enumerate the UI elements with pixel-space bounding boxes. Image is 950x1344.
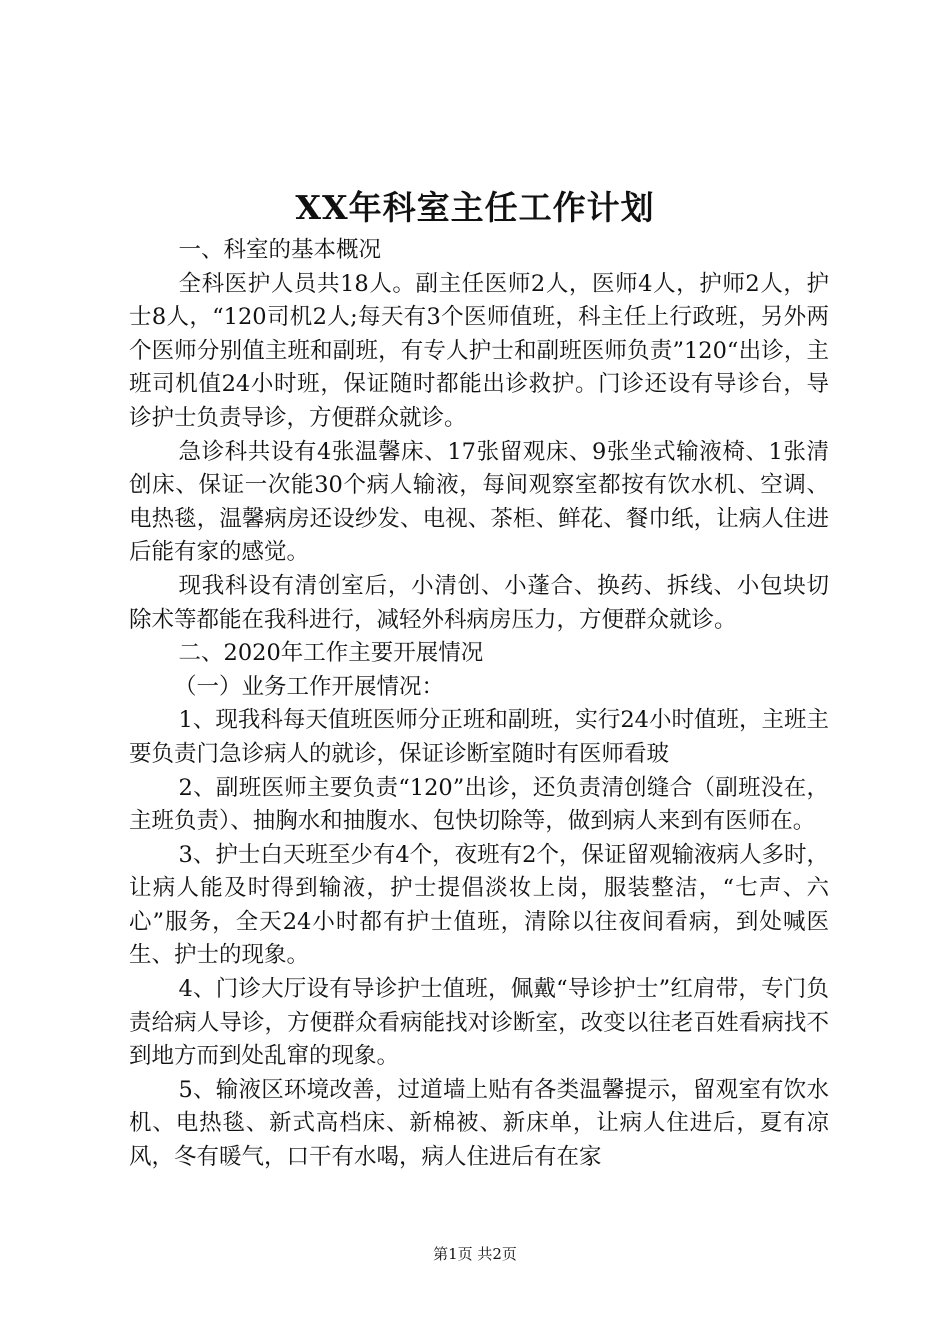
document-body: [129, 234, 829, 1175]
paragraph: 急诊科共设有4张温馨床、17张留观床、9张坐式输液椅、1张清创床、保证一次能30个病人输液，每间观察室都按有饮水机、空调、电热毯，温馨病房还设纱发、电视、茶柜、鲜花、餐巾纸，让病人住进后能有家的感觉。: [129, 438, 829, 566]
section-heading: 二、2020年工作主要开展情况: [178, 640, 484, 667]
document-title: XX年科室主任工作计划: [295, 188, 655, 227]
paragraph: 4、门诊大厅设有导诊护士值班，佩戴“导诊护士”红肩带，专门负责给病人导诊，方便群众看病能找对诊断室，改变以往老百姓看病找不到地方而到处乱窜的现象。: [129, 976, 829, 1070]
page-footer: 第1页 共2页: [433, 1245, 517, 1263]
paragraph: 5、输液区环境改善，过道墙上贴有各类温馨提示，留观室有饮水机、电热毯、新式高档床、新棉被、新床单，让病人住进后，夏有凉风，冬有暖气，口干有水喝，病人住进后有在家: [129, 1076, 829, 1171]
paragraph: 现我科设有清创室后，小清创、小蓬合、换药、拆线、小包块切除术等都能在我科进行，减轻外科病房压力，方便群众就诊。: [129, 572, 829, 633]
subsection-heading: （一）业务工作开展情况：: [174, 673, 445, 700]
paragraph: 3、护士白天班至少有4个，夜班有2个，保证留观输液病人多时，让病人能及时得到输液，护士提倡淡妆上岗，服装整洁，“七声、六心”服务，全天24小时都有护士值班，清除以往夜间看病，到处喊医生、护士的现象。: [129, 841, 829, 969]
paragraph: 2、副班医师主要负责“120”出诊，还负责清创缝合（副班没在，主班负责）、抽胸水和抽腹水、包快切除等，做到病人来到有医师在。: [129, 774, 829, 835]
paragraph: 1、现我科每天值班医师分正班和副班，实行24小时值班，主班主要负责门急诊病人的就诊，保证诊断室随时有医师看玻: [129, 707, 829, 767]
paragraph: 全科医护人员共18人。副主任医师2人，医师4人，护师2人，护士8人，“120司机2人;每天有3个医师值班，科主任上行政班，另外两个医师分别值主班和副班，有专人护士和副班医师负责”120“出诊，主班司机值24小时班，保证随时都能出诊救护。门诊还设有导诊台，导诊护士负责导诊，方便群众就诊。: [129, 270, 829, 431]
section-heading: 一、科室的基本概况: [178, 237, 382, 263]
